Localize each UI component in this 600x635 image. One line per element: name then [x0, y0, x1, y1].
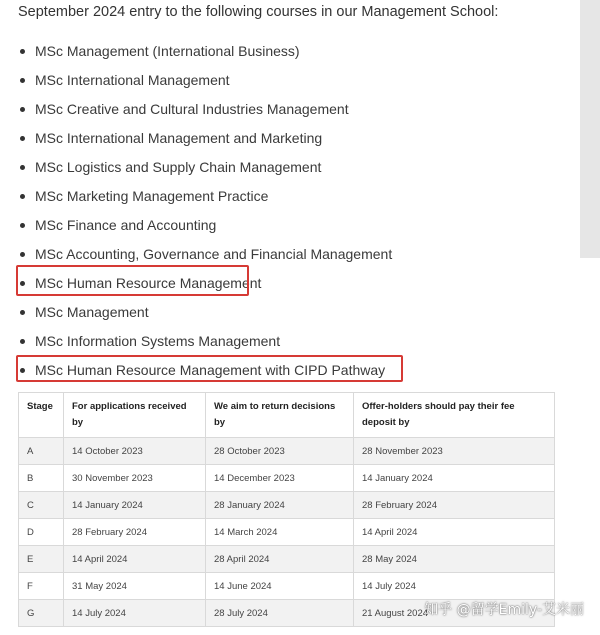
cell-decisions: 28 April 2024: [206, 546, 354, 573]
cell-deposit: 21 August 2024: [354, 600, 555, 627]
course-list: [18, 37, 392, 385]
course-name: MSc Management (International Business): [35, 43, 300, 59]
table-header-row: [19, 393, 555, 438]
bullet-icon: [20, 223, 25, 228]
cell-applications: 28 February 2024: [64, 519, 206, 546]
course-name: MSc Human Resource Management: [35, 275, 262, 291]
course-name: MSc Finance and Accounting: [35, 217, 217, 233]
course-name: MSc Marketing Management Practice: [35, 188, 269, 204]
course-name: MSc Human Resource Management with CIPD Pathway: [35, 362, 386, 378]
cell-decisions: 14 March 2024: [206, 519, 354, 546]
table-row: [19, 438, 555, 465]
course-name: MSc International Management: [35, 72, 230, 88]
cell-deposit: 28 February 2024: [354, 492, 555, 519]
header-deposit: Offer-holders should pay their fee deposit by: [354, 393, 555, 438]
bullet-icon: [20, 252, 25, 257]
bullet-icon: [20, 194, 25, 199]
bullet-icon: [20, 165, 25, 170]
cell-stage: B: [19, 465, 64, 492]
list-item: [18, 66, 392, 95]
intro-text: September 2024 entry to the following courses in our Management School:: [18, 4, 499, 20]
table-row: [19, 546, 555, 573]
cell-deposit: 14 January 2024: [354, 465, 555, 492]
list-item: [18, 211, 392, 240]
cell-applications: 31 May 2024: [64, 573, 206, 600]
bullet-icon: [20, 310, 25, 315]
cell-decisions: 28 July 2024: [206, 600, 354, 627]
cell-stage: F: [19, 573, 64, 600]
course-name: MSc Creative and Cultural Industries Management: [35, 101, 349, 117]
list-item: [18, 95, 392, 124]
cell-deposit: 14 April 2024: [354, 519, 555, 546]
cell-deposit: 28 May 2024: [354, 546, 555, 573]
cell-applications: 14 January 2024: [64, 492, 206, 519]
bullet-icon: [20, 107, 25, 112]
list-item: [18, 182, 392, 211]
highlight-box-hrm: [16, 265, 249, 296]
cell-stage: A: [19, 438, 64, 465]
cell-stage: E: [19, 546, 64, 573]
cell-stage: G: [19, 600, 64, 627]
course-name: MSc International Management and Marketing: [35, 130, 323, 146]
cell-stage: D: [19, 519, 64, 546]
course-name: MSc Management: [35, 304, 149, 320]
table-row: [19, 573, 555, 600]
watermark: 知乎 @留学Emily-艾米丽: [424, 602, 584, 618]
list-item: [18, 37, 392, 66]
cell-decisions: 28 January 2024: [206, 492, 354, 519]
bullet-icon: [20, 78, 25, 83]
list-item: [18, 124, 392, 153]
deadlines-table: [18, 392, 555, 627]
list-item: [18, 153, 392, 182]
bullet-icon: [20, 136, 25, 141]
table-row: [19, 519, 555, 546]
course-name: MSc Accounting, Governance and Financial Management: [35, 246, 393, 262]
cell-applications: 14 April 2024: [64, 546, 206, 573]
highlight-box-hrm-cipd: [16, 355, 403, 382]
header-applications: For applications received by: [64, 393, 206, 438]
cell-applications: 14 October 2023: [64, 438, 206, 465]
course-name: MSc Information Systems Management: [35, 333, 281, 349]
table-row: [19, 492, 555, 519]
cell-applications: 30 November 2023: [64, 465, 206, 492]
cell-deposit: 28 November 2023: [354, 438, 555, 465]
bullet-icon: [20, 49, 25, 54]
cell-decisions: 14 June 2024: [206, 573, 354, 600]
course-name: MSc Logistics and Supply Chain Management: [35, 159, 322, 175]
list-item: [18, 298, 392, 327]
cell-deposit: 14 July 2024: [354, 573, 555, 600]
cell-decisions: 28 October 2023: [206, 438, 354, 465]
header-decisions: We aim to return decisions by: [206, 393, 354, 438]
cell-stage: C: [19, 492, 64, 519]
bullet-icon: [20, 339, 25, 344]
list-item: [18, 327, 392, 356]
cell-decisions: 14 December 2023: [206, 465, 354, 492]
scrollbar-track[interactable]: [580, 0, 600, 258]
cell-applications: 14 July 2024: [64, 600, 206, 627]
header-stage: Stage: [19, 393, 64, 438]
table-row: [19, 465, 555, 492]
